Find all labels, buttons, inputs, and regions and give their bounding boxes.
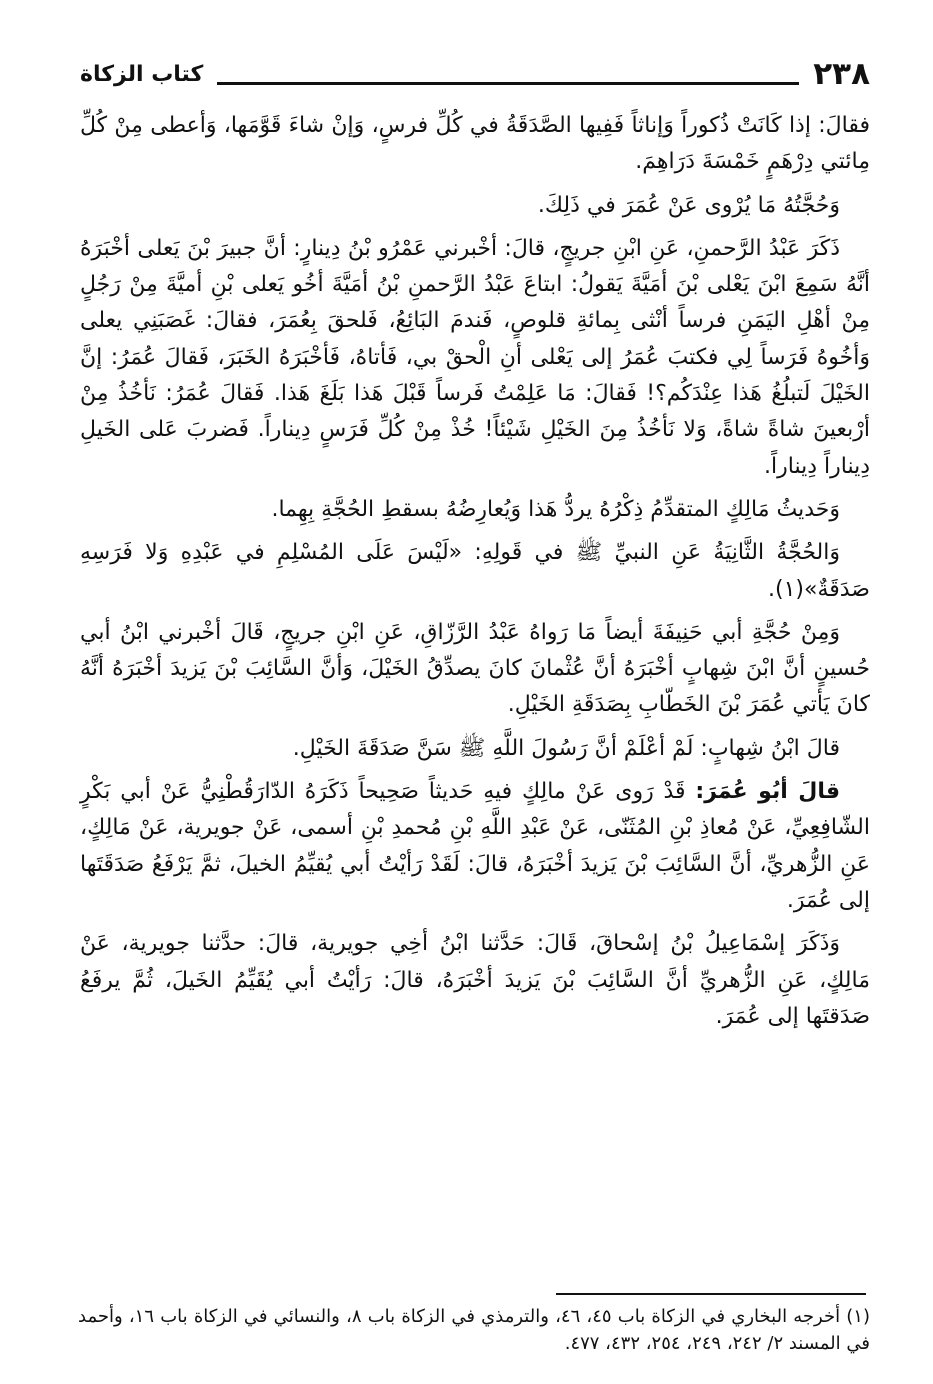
footnote-separator [556,1293,866,1295]
speaker-lead: قالَ أبُو عُمَرَ: [695,779,840,805]
paragraph: فقالَ: إذا كَانَتْ ذُكوراً وَإناثاً فَفِيها الصَّدَقَةُ في كُلِّ فرسٍ، وَإنْ شاءَ قَوَّمَها، وَأعطى مِنْ كُلِّ مِائتي دِرْهَمٍ خَمْسَةَ دَرَاهِمَ. [80,113,870,175]
paragraph: وَالحُجَّةُ الثَّانِيَةُ عَنِ النبيِّ ﷺ في قَولِهِ: «لَيْسَ عَلَى المُسْلِمِ في عَبْدِهِ وَلا فَرَسِهِ صَدَقَةٌ»(١). [80,540,870,602]
paragraph: وَحُجَّتُهُ مَا يُرْوى عَنْ عُمَرَ في ذَلِكَ. [537,192,840,218]
paragraph: وَمِنْ حُجَّةِ أبي حَنِيفَةَ أيضاً مَا رَواهُ عَبْدُ الرَّزّاقِ، عَنِ ابْنِ جريجٍ، قَالَ أخْبرني ابْنُ أبي حُسينٍ أنَّ ابْنَ شِهابٍ أخْبَرَهُ أنَّ عُثْمانَ كانَ يصدِّقُ الخَيْلَ، وَأنَّ السَّائِبَ بْنَ يَزيدَ أخْبَرَهُ أنَّهُ كانَ يَأتي عُمَرَ بْنَ الخَطّابِ بِصَدَقَةِ الخَيْلِ. [80,619,870,718]
paragraph-text: قَدْ رَوى عَنْ مالِكٍ فيهِ حَديثاً صَحِيحاً ذَكَرَهُ الدّارَقُطْنِيُّ عَنْ أبي بَكْرٍ الشّافِعِيِّ، عَنْ مُعاذِ بْنِ المُثَنّى، عَنْ عَبْدِ اللَّهِ بْنِ مُحمدِ بْنِ أسمى، عَنْ جويرية، عَنْ مَالِكٍ، عَنِ الزُّهريِّ، أنَّ السَّائِبَ بْنَ يَزيدَ أخْبَرَهُ، قالَ: لَقَدْ رَأيْتُ أبي يُقيِّمُ الخيلَ، ثمَّ يَرْفَعُ صَدَقَتَها إلى عُمَرَ. [80,779,870,913]
book-title: كتاب الزكاة [80,62,204,87]
header-rule [217,82,799,85]
paragraph: قالَ ابْنُ شِهابٍ: لَمْ أعْلَمْ أنَّ رَسُولَ اللَّهِ ﷺ سَنَّ صَدَقَةَ الخَيْلِ. [292,735,840,761]
paragraph: وَحَديثُ مَالِكٍ المتقدِّمُ ذِكْرُهُ يردُّ هَذا وَيُعارِضُهُ بسقطِ الحُجَّةِ بِهِما. [271,496,840,522]
footnote: (١) أخرجه البخاري في الزكاة باب ٤٥، ٤٦، والترمذي في الزكاة باب ٨، والنسائي في الزكاة باب ١٦، وأحمد في المسند ٢/ ٢٤٢، ٢٤٩، ٢٥٤، ٤٣٢، ٤٧٧. [78,1306,870,1354]
page-body [80,108,870,1042]
paragraph: ذَكَرَ عَبْدُ الرَّحمنِ، عَنِ ابْنِ جريجٍ، قالَ: أخْبرني عَمْرُو بْنُ دِينارٍ: أنَّ جبيرَ بْنَ يَعلى أخْبَرَهُ أنَّهُ سَمِعَ ابْنَ يَعْلى بْنَ أمَيَّةَ يَقولُ: ابتاعَ عَبْدُ الرَّحمنِ بْنُ أمَيَّةَ أخُو يَعلى بْنِ أميَّةَ مِنْ رَجُلٍ مِنْ أهْلِ اليَمَنِ فرساً أنْثى بِمائةِ قلوصٍ، فَندمَ البَائِعُ، فَلحقَ بِعُمَرَ، فقالَ: غَصَبَنِي يعلى وَأخُوهُ فَرَساً لِي فكتبَ عُمَرُ إلى يَعْلى أنِ الْحقْ بي، فَأتاهُ، فَأخْبَرَهُ الخَبَرَ، فَقالَ عُمَرُ: إنَّ الخَيْلَ لَتبلُغُ هَذا عِنْدَكُم؟! فَقالَ: مَا عَلِمْتُ فَرساً قَبْلَ هَذا بَلَغَ هَذا. فَقالَ عُمَرُ: نَأخُذُ مِنْ أرْبعينَ شاةً شاةً، وَلا نَأخُذُ مِنَ الخَيْلِ شَيْئاً! خُذْ مِنْ كُلِّ فَرَسٍ دِيناراً. فَضربَ عَلى الخَيلِ دِيناراً دِيناراً. [80,235,870,479]
paragraph [80,774,870,919]
page-header [80,50,870,90]
page-number: ٢٣٨ [813,56,870,92]
paragraph: وَذَكَرَ إسْمَاعِيلُ بْنُ إسْحاقَ، قَالَ: حَدَّثنا ابْنُ أخِي جويرية، قالَ: حدَّثنا جويرية، عَنْ مَالِكٍ، عَنِ الزُّهريِّ أنَّ السَّائِبَ بْنَ يَزيدَ أخْبَرَهُ، قالَ: رَأيْتُ أبي يُقَيِّمُ الخَيلَ، ثُمَّ يرفَعُ صَدَقتَها إلى عُمَرَ. [80,931,870,1029]
